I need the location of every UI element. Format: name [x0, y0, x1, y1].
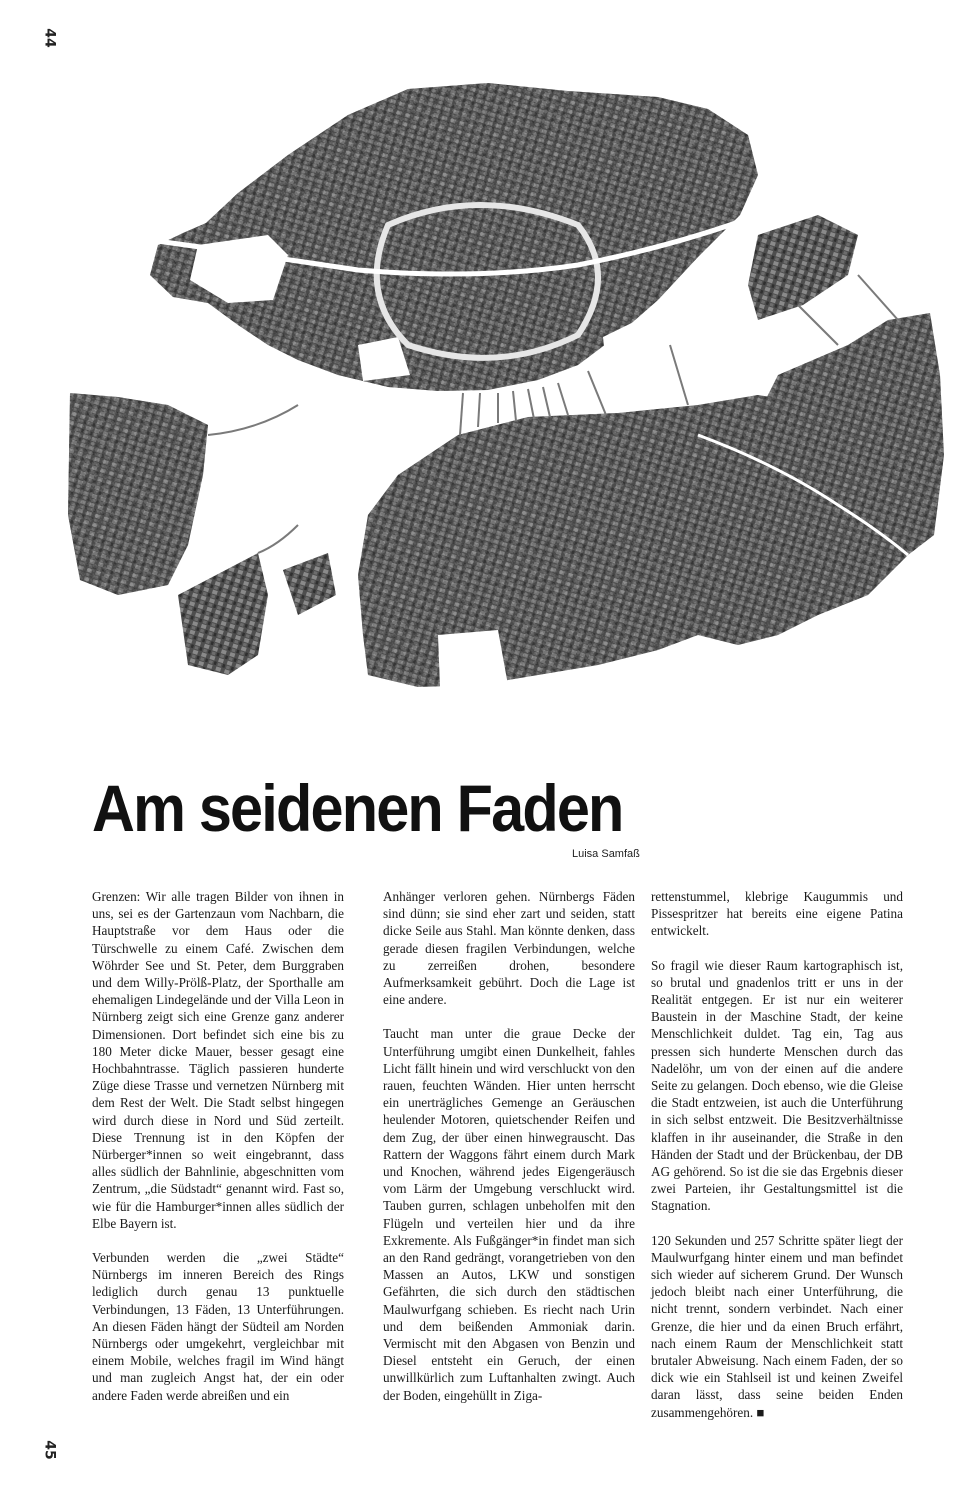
page-number-top: 44	[41, 28, 58, 48]
text-column-1	[92, 888, 344, 1421]
page-number-bottom: 45	[41, 1440, 58, 1460]
text-column-2	[383, 888, 635, 1421]
paragraph: rettenstummel, klebrige Kaugummis und Pissespritzer hat bereits eine eigene Patina entwickelt.	[651, 889, 903, 939]
map-south-district	[358, 395, 908, 687]
map-west-district	[68, 393, 208, 595]
article-author: Luisa Samfaß	[572, 848, 640, 860]
paragraph: Verbunden werden die „zwei Städte“ Nürnbergs im inneren Bereich des Rings lediglich durch genau 13 punktuelle Verbindungen, 13 Fäden, 13 Unterführungen. An diesen Fäden hängt der Südteil am Norden Nürnbergs oder umgekehrt, vergleichbar mit einem Mobile, welches fragil im Wind hängt und man zugleich Angst hat, der ein oder andere Faden werde abreißen und ein	[92, 1250, 344, 1403]
text-column-3	[651, 888, 903, 1438]
paragraph: 120 Sekunden und 257 Schritte später liegt der Maulwurfgang hinter einem und man befindet sich wieder auf sicherem Grund. Der Wunsch jedoch bleibt nach einer Unterführung, die nicht trennt, sondern verbindet. Nach einer Grenze, die hier und da einen Bruch erfährt, nach einem Raum der Menschlichkeit statt brutaler Abweisung. Nach einem Faden, der so dick wie ein Stahlseil ist und keinen Zweifel daran lässt, dass seine beiden Enden zusammengehören. ■	[651, 1232, 903, 1420]
article-title: Am seidenen Faden	[92, 771, 623, 845]
paragraph: Taucht man unter die graue Decke der Unterführung umgibt einen Dunkelheit, fahles Licht fällt hinein und wird verschluckt von den rauen, feuchten Wänden. Hier unten herrscht ein unerträgliches Gemenge an Geräuschen heulender Motoren, quietschender Reifen und dem Zug, der über einen hinwegrauscht. Das Rattern der Waggons fährt einem durch Mark und Knochen, während jedes Eigengeräusch vom Lärm der Umgebung verschluckt wird. Tauben gurren, schlagen unbeholfen mit den Flügeln und verteilen hier und da ihre Exkremente. Als Fußgänger*in findet man sich an den Rand gedrängt, vorangetrieben von den Massen an Autos, LKW und sonstigen Gefährten, die sich durch den städtischen Maulwurfgang schieben. Es riecht nach Urin und dem beißenden Ammoniak darin. Vermischt mit den Abgasen von Benzin und Diesel entsteht ein Geruch, der einen unwillkürlich zum Luftanhalten zwingt. Auch der Boden, eingehüllt in Ziga-	[383, 1026, 635, 1403]
map-north-district	[150, 83, 758, 391]
paragraph: So fragil wie dieser Raum kartographisch ist, so brutal und gnadenlos tritt er uns in der Realität entgegen. Er ist nur ein weiterer Baustein in der Maschine Stadt, der keine Menschlichkeit duldet. Tag ein, Tag aus pressen sich hunderte Menschen durch das Nadelöhr, um von der einen auf die andere Seite zu gelangen. Doch ebenso, wie die Gleise die Stadt entzweien, ist auch die Unterführung in sich selbst entzweit. Die Besitzverhältnisse klaffen in ihr auseinander, die Straße in den Händen der Stadt und der Brückenbau, der DB AG gehörend. So ist die sie das Ergebnis dieser zwei Parteien, ihr Gestaltungsmittel ist die Stagnation.	[651, 957, 903, 1214]
paragraph: Anhänger verloren gehen. Nürnbergs Fäden sind dünn; sie sind eher zart und seiden, statt dicke Seile aus Stahl. Man könnte denken, dass gerade diesen fragilen Verbindungen, welche zu zerreißen drohen, besondere Aufmerksamkeit gebührt. Doch die Lage ist eine andere.	[383, 889, 635, 1008]
map-southwest-district	[178, 553, 336, 675]
city-map-illustration	[58, 75, 950, 695]
paragraph: Grenzen: Wir alle tragen Bilder von ihnen in uns, sei es der Gartenzaun vom Nachbarn, die Hauptstraße vor dem Haus oder die Türschwelle zu einem Café. Zwischen dem Wöhrder See und St. Peter, dem Burggraben und dem Willy-Prölß-Platz, der Sporthalle am ehemaligen Lindegelände und der Villa Leon in Nürnberg zeigt sich eine Grenze ganz anderer Dimensionen. Dort befindet sich eine bis zu 180 Meter dicke Mauer, besser gesagt eine Hochbahntrasse. Täglich passieren hunderte Züge diese Trasse und vernetzen Nürnberg mit dem Rest der Welt. Die Stadt selbst hingegen wird durch diese in Nord und Süd zerteilt. Diese Trennung ist in den Köpfen der Nürberger*innen so weit eingebrannt, dass alles südlich der Bahnlinie, abgeschnitten vom Zentrum, „die Südstadt“ genannt wird. Fast so, wie für die Hamburger*innen alles südlich der Elbe Bayern ist.	[92, 889, 344, 1231]
